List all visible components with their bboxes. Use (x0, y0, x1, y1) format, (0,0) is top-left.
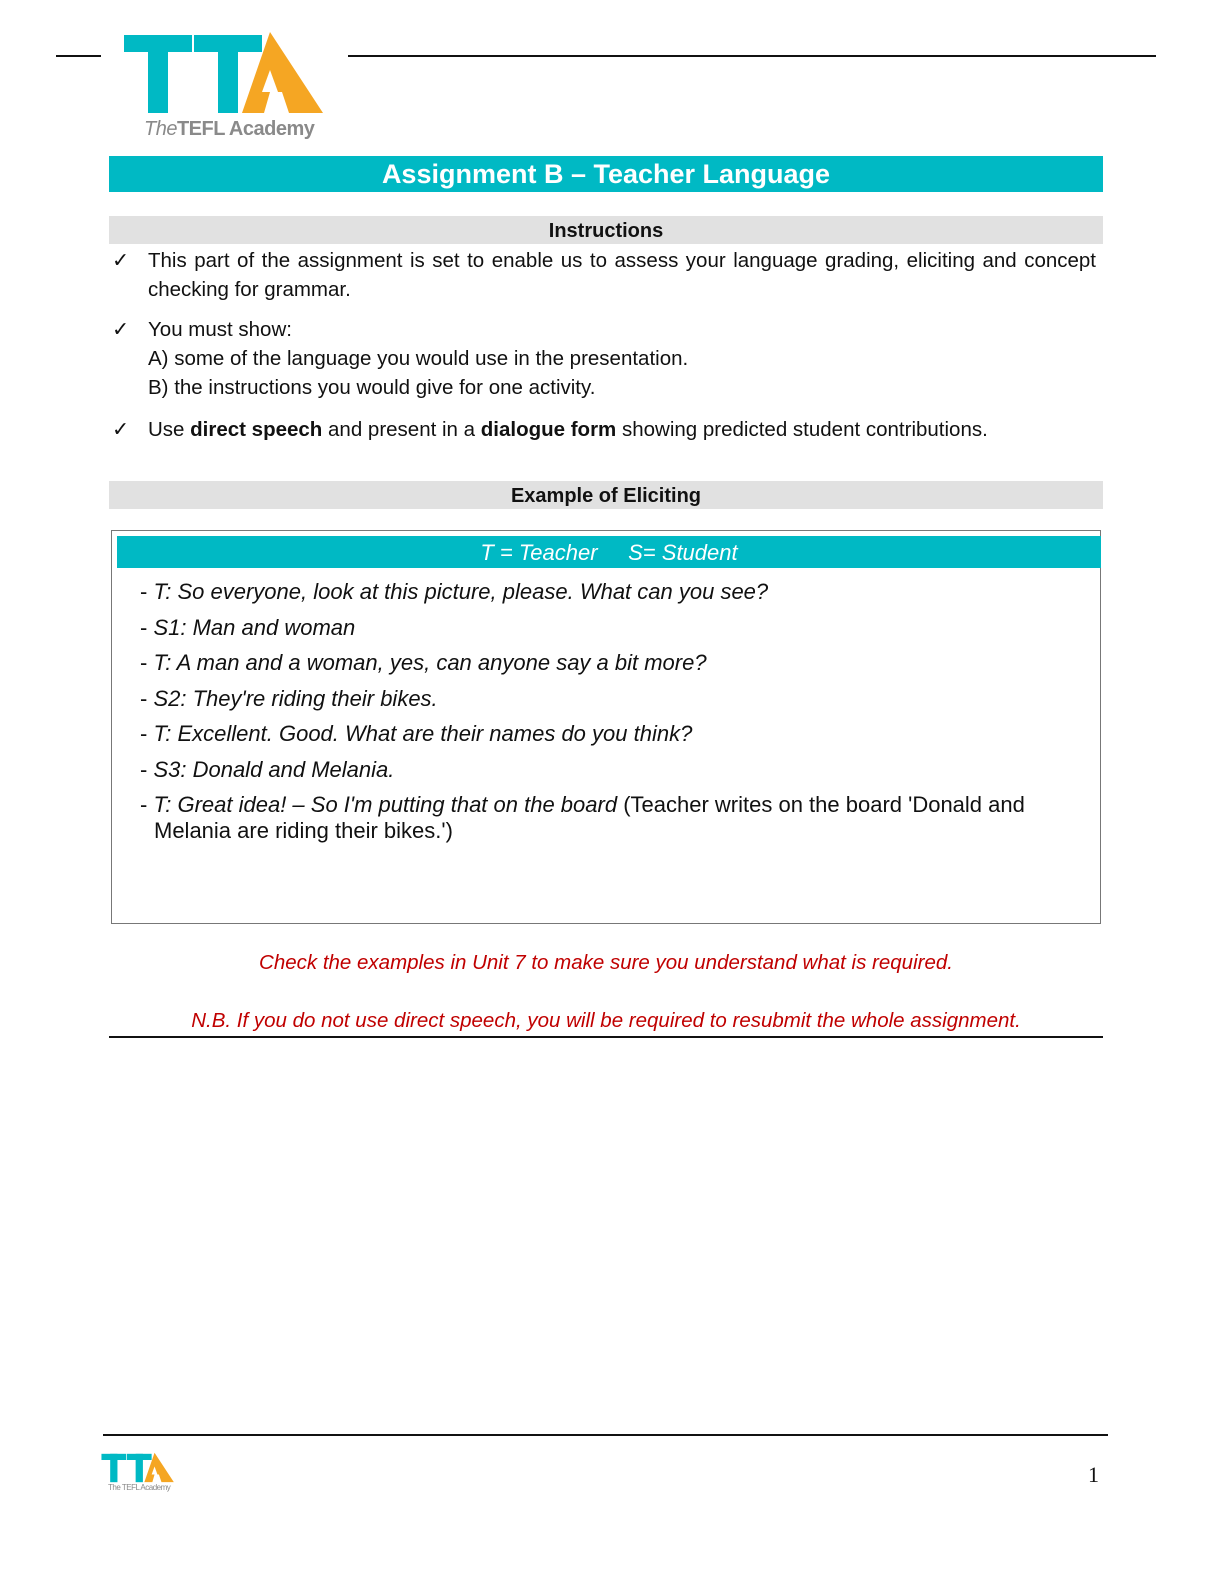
dialogue-text: T: A man and a woman, yes, can anyone say a bit more? (153, 650, 707, 675)
instruction-item-2 (112, 315, 1096, 402)
footer-logo-tagline: The TEFL Academy (108, 1483, 171, 1492)
logo-tagline-name: TEFL Academy (176, 118, 315, 140)
dialogue-line (140, 579, 1090, 605)
notes-rule (109, 1036, 1103, 1038)
check-icon: ✓ (112, 249, 130, 272)
dialogue-text: S1: Man and woman (153, 614, 356, 640)
dialogue-stage-note: (Teacher writes on the board 'Donald and Melania are riding their bikes.') (154, 792, 1025, 843)
dialogue-line (140, 650, 1090, 676)
check-icon: ✓ (112, 318, 130, 341)
dialogue-text: S2: They're riding their bikes. (153, 685, 438, 711)
example-box (111, 530, 1101, 924)
dash: - (140, 792, 148, 817)
dialogue-text: T: Great idea! – So I'm putting that on the board (153, 792, 618, 817)
instruction-2-intro: You must show: (148, 318, 292, 341)
dialogue-line (140, 757, 1090, 783)
dash: - (140, 685, 148, 711)
example-legend: T = Teacher S= Student (117, 536, 1101, 568)
dialogue-list (140, 579, 1090, 854)
logo-tagline-the: The (144, 118, 177, 140)
check-examples-note: Check the examples in Unit 7 to make sure you understand what is required. (259, 951, 953, 974)
page-number: 1 (1088, 1462, 1099, 1487)
header-rule-right (348, 55, 1156, 57)
dash: - (140, 650, 148, 675)
dash: - (140, 614, 148, 640)
instruction-text-1: This part of the assignment is set to enable us to assess your language grading, eliciting and concept checking for grammar. (148, 249, 1096, 301)
instruction-2-b: B) the instructions you would give for one activity. (148, 376, 596, 399)
instruction-3-pre: Use (148, 418, 191, 441)
check-icon: ✓ (112, 418, 130, 441)
logo-tagline (144, 118, 314, 141)
instruction-item-3 (112, 415, 1096, 444)
tta-logo (122, 30, 332, 145)
instruction-item-1 (112, 246, 1096, 304)
dialogue-text: T: Excellent. Good. What are their names do you think? (153, 721, 693, 746)
instruction-text-2 (148, 315, 1096, 402)
example-heading: Example of Eliciting (109, 481, 1103, 509)
dialogue-line (140, 615, 1090, 641)
nb-note: N.B. If you do not use direct speech, you will be required to resubmit the whole assignment. (191, 1009, 1021, 1032)
instruction-text-3 (148, 415, 1096, 444)
dash: - (140, 579, 148, 604)
instructions-heading: Instructions (109, 216, 1103, 244)
dialogue-text: T: So everyone, look at this picture, please. What can you see? (153, 579, 769, 604)
header-rule-left (56, 55, 101, 57)
dialogue-line-last (140, 792, 1090, 844)
footer-logo (100, 1452, 180, 1494)
instruction-2-a: A) some of the language you would use in the presentation. (148, 347, 689, 370)
instruction-3-mid: and present in a (322, 418, 481, 441)
dash: - (140, 756, 148, 782)
instruction-3-post: showing predicted student contributions. (616, 418, 988, 441)
page-title: Assignment B – Teacher Language (109, 156, 1103, 192)
dash: - (140, 721, 148, 746)
dialogue-line (140, 686, 1090, 712)
tta-logo-mark (122, 30, 327, 118)
footer-rule (103, 1434, 1108, 1436)
footer-logo-mark (100, 1452, 176, 1484)
dialogue-line (140, 721, 1090, 747)
dialogue-text: S3: Donald and Melania. (153, 756, 395, 782)
instruction-3-bold-dialogue-form: dialogue form (480, 418, 617, 441)
instruction-3-bold-direct-speech: direct speech (190, 418, 323, 441)
